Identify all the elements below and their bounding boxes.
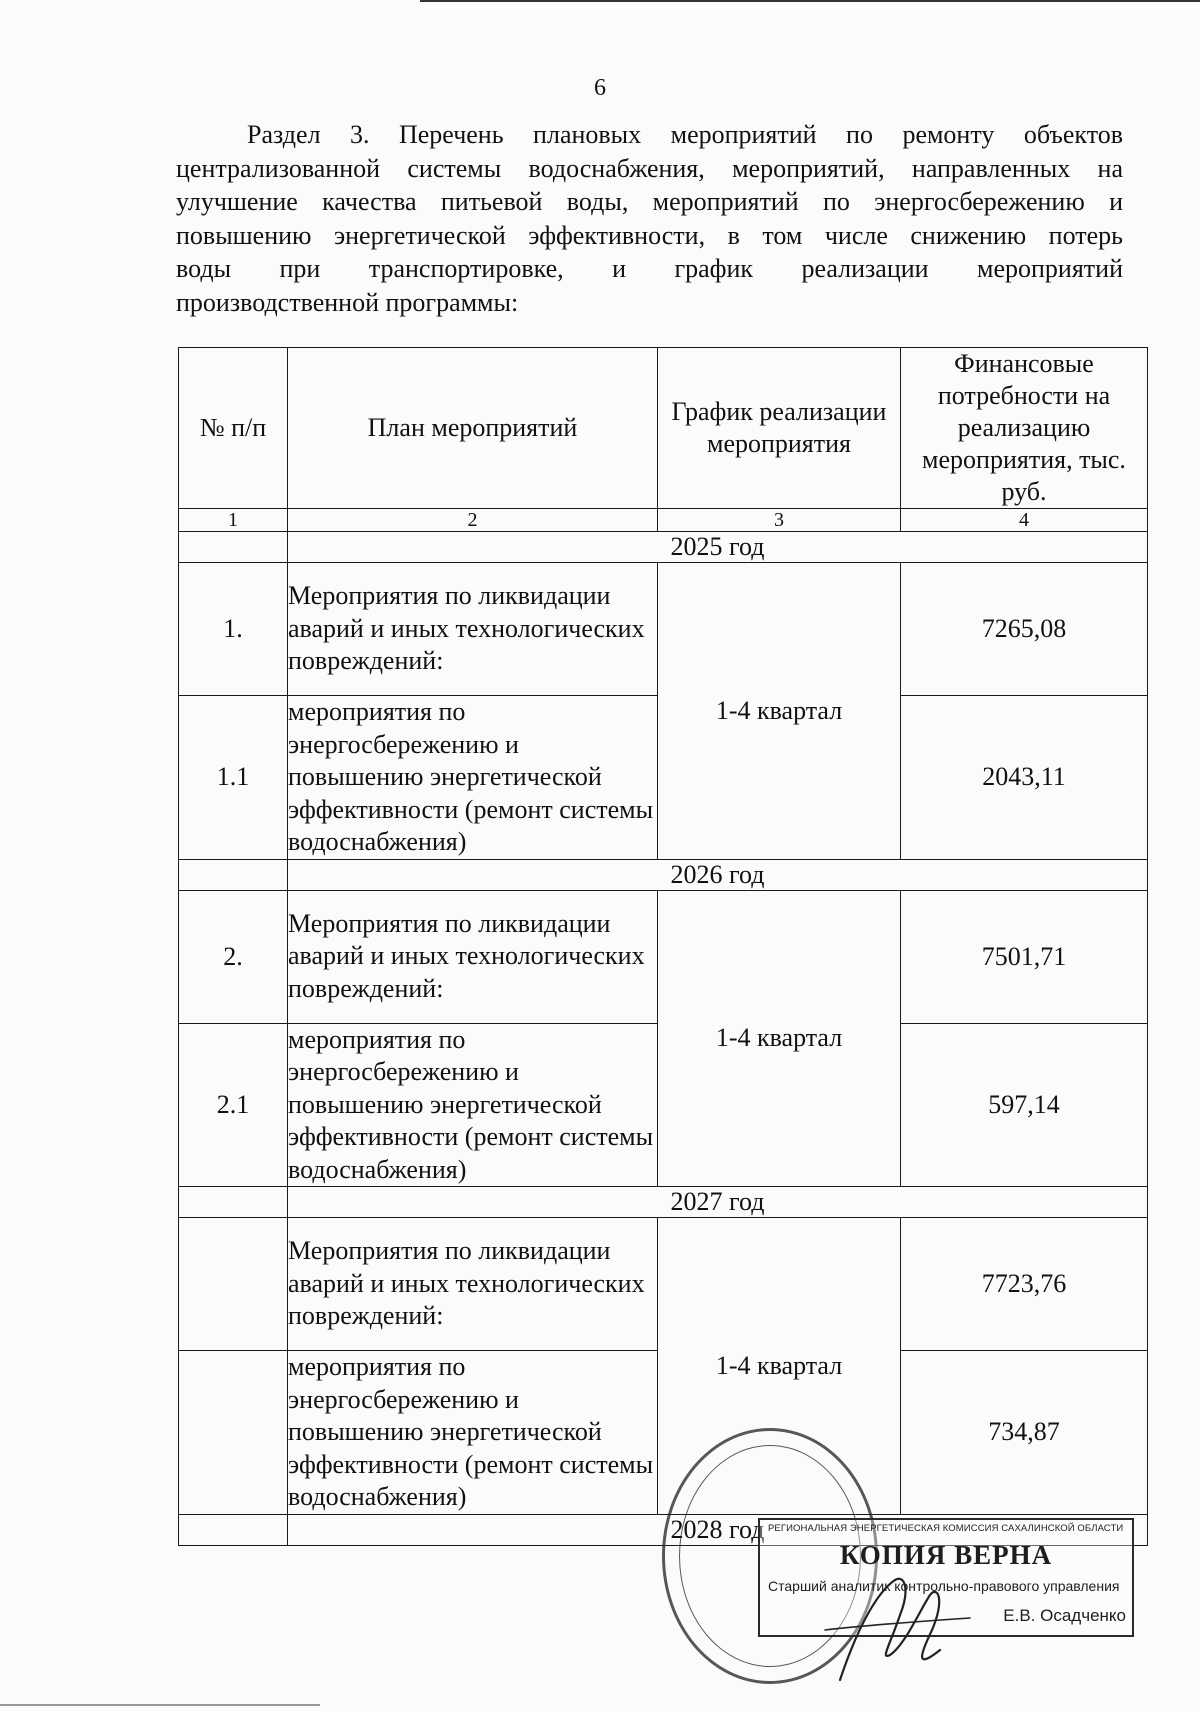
table-row — [179, 890, 1148, 1023]
activities-table — [178, 347, 1148, 1546]
column-number: 2 — [288, 509, 658, 532]
column-number: 1 — [179, 509, 288, 532]
year-label: 2028 год — [288, 1514, 1148, 1545]
year-row — [179, 532, 1148, 563]
table-row — [179, 563, 1148, 696]
column-number-row — [179, 509, 1148, 532]
row-amount: 7723,76 — [901, 1218, 1148, 1351]
year-row — [179, 859, 1148, 890]
row-index — [179, 1218, 288, 1351]
row-amount: 734,87 — [901, 1351, 1148, 1515]
scan-edge-line — [420, 0, 1200, 2]
row-index: 1.1 — [179, 696, 288, 860]
header-plan: План мероприятий — [288, 348, 658, 509]
row-activity: мероприятия по энергосбережению и повышению энергетической эффективности (ремонт системы водоснабжения) — [288, 1023, 658, 1187]
row-activity: мероприятия по энергосбережению и повышению энергетической эффективности (ремонт системы водоснабжения) — [288, 1351, 658, 1515]
row-schedule: 1-4 квартал — [658, 890, 901, 1187]
row-amount: 2043,11 — [901, 696, 1148, 860]
year-label: 2027 год — [288, 1187, 1148, 1218]
year-label: 2025 год — [288, 532, 1148, 563]
heading-line: централизованной системы водоснабжения, мероприятий, направленных на — [176, 153, 1123, 183]
row-amount: 7501,71 — [901, 890, 1148, 1023]
row-activity: Мероприятия по ликвидации аварий и иных технологических повреждений: — [288, 1218, 658, 1351]
heading-line: воды при транспортировке, и график реализации мероприятий — [176, 254, 1123, 283]
page-number: 6 — [594, 75, 606, 101]
handwritten-signature — [820, 1560, 980, 1690]
section-heading — [176, 118, 1123, 319]
year-row — [179, 1187, 1148, 1218]
stamp-copy-label: КОПИЯ ВЕРНА — [839, 1540, 1053, 1570]
stamp-name: Е.В. Осадченко — [1003, 1606, 1126, 1625]
stamp-role: Старший аналитик контрольно-правового управления — [768, 1578, 1120, 1594]
header-financing: Финансовые потребности на реализацию мероприятия, тыс. руб. — [901, 348, 1148, 509]
row-activity: Мероприятия по ликвидации аварий и иных технологических повреждений: — [288, 563, 658, 696]
year-label: 2026 год — [288, 859, 1148, 890]
row-index: 2.1 — [179, 1023, 288, 1187]
stamp-organization: РЕГИОНАЛЬНАЯ ЭНЕРГЕТИЧЕСКАЯ КОМИССИЯ САХАЛИНСКОЙ ОБЛАСТИ — [768, 1523, 1124, 1534]
heading-line: улучшение качества питьевой воды, мероприятий по энергосбережению и — [176, 187, 1123, 216]
scan-edge-line — [0, 1704, 320, 1706]
row-schedule: 1-4 квартал — [658, 563, 901, 860]
heading-line: производственной программы: — [176, 287, 519, 317]
heading-line: повышению энергетической эффективности, в том числе снижению потерь — [176, 220, 1123, 250]
row-amount: 7265,08 — [901, 563, 1148, 696]
row-index — [179, 1351, 288, 1515]
column-number: 4 — [901, 509, 1148, 532]
table-header-row — [179, 348, 1148, 509]
heading-line: Раздел 3. Перечень плановых мероприятий по ремонту объектов — [247, 120, 1123, 149]
row-index: 1. — [179, 563, 288, 696]
row-amount: 597,14 — [901, 1023, 1148, 1187]
column-number: 3 — [658, 509, 901, 532]
header-schedule: График реализации мероприятия — [658, 348, 901, 509]
row-schedule: 1-4 квартал — [658, 1218, 901, 1515]
row-activity: Мероприятия по ликвидации аварий и иных технологических повреждений: — [288, 890, 658, 1023]
table-row — [179, 1218, 1148, 1351]
header-number: № п/п — [179, 348, 288, 509]
row-index: 2. — [179, 890, 288, 1023]
row-activity: мероприятия по энергосбережению и повышению энергетической эффективности (ремонт системы водоснабжения) — [288, 696, 658, 860]
